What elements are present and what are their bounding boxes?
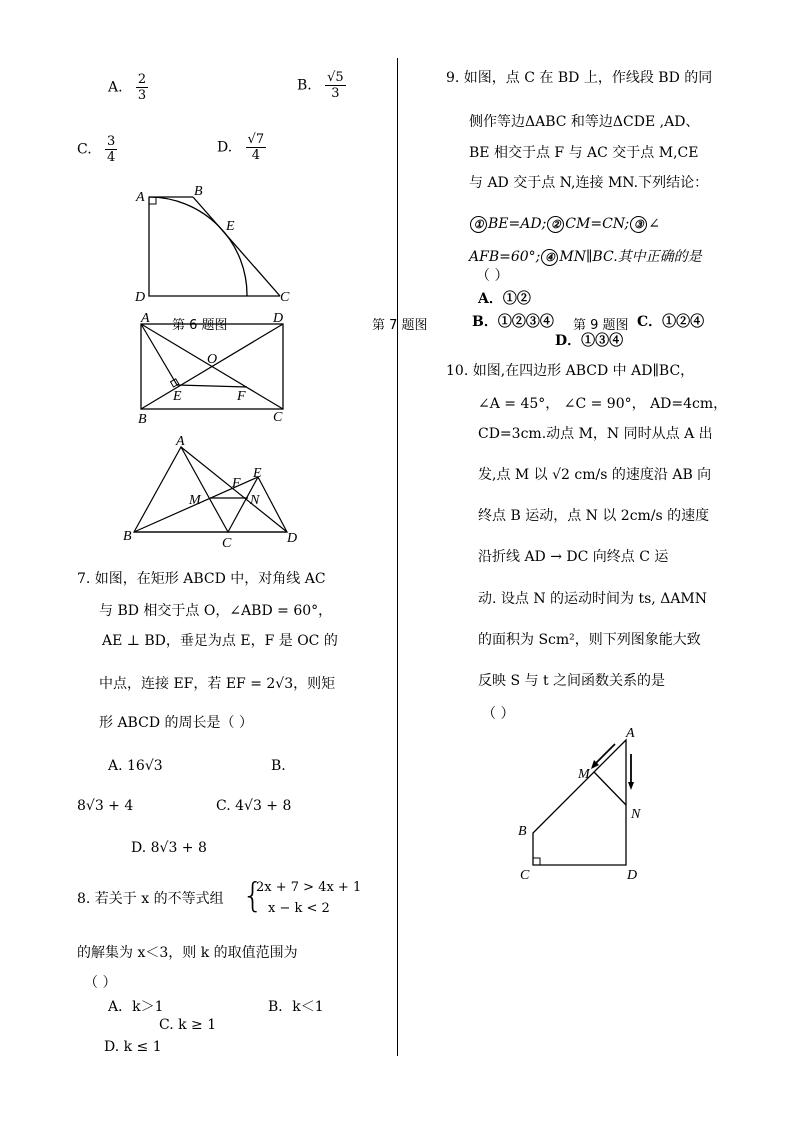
conclusion-4: MN∥BC.其中正确的是 [559,249,702,265]
q10-line7: 动. 设点 N 的运动时间为 ts, ΔAMN [478,591,708,607]
denominator: 3 [331,86,340,101]
q9-option-a: A．①② [478,291,531,307]
q9-option-b: B．①②③④ [472,314,554,330]
left-brace: { [242,876,264,916]
fraction [105,134,117,165]
label-n: N [631,807,641,822]
option-label: B. [297,77,312,94]
q9-line2: 侧作等边ΔABC 和等边ΔCDE ,AD、 [469,114,700,130]
q10-line3: CD=3cm.动点 M，N 同时从点 A 出 [478,426,713,442]
q10-paren: （ ） [482,706,515,722]
label-e: E [173,389,182,404]
conclusion-3-start: ∠ [648,216,660,232]
column-divider [397,58,398,1056]
label-c: C [273,410,283,425]
option-label: A. [108,79,123,96]
q7-line4: 中点，连接 EF，若 EF = 2√3，则矩 [99,676,336,692]
fig9-caption: 第 9 题图 [573,318,629,333]
circled-number: ③ [630,216,647,233]
label-o: O [207,352,218,367]
q10-line9: 反映 S 与 t 之间函数关系的是 [478,673,666,689]
q9-conclusions-line2 [469,246,702,266]
q10-line2: ∠A = 45°， ∠C = 90°， AD=4cm， [478,396,728,412]
figure-10 [510,722,660,887]
label-c: C [280,290,290,305]
label-a: A [141,311,150,326]
quadrilateral-abcd [533,740,626,865]
label-a: A [176,434,185,449]
q6-option-c [77,134,117,165]
option-label: C. [77,141,92,158]
numerator: 3 [107,134,116,149]
fraction [136,72,148,103]
numerator: 2 [137,72,147,87]
q6-option-b [297,70,346,101]
circled-number: ① [470,216,487,233]
label-d: D [627,868,638,883]
label-e: E [226,219,235,234]
option-label: D. [217,139,233,156]
label-c: C [520,868,530,883]
label-b: B [138,412,147,426]
q9-conclusions-line [469,216,660,233]
segment-mn [594,772,626,805]
q9-line1: 9. 如图，点 C 在 BD 上，作线段 BD 的同 [446,70,713,86]
q6-option-a [108,72,148,103]
q10-line4: 发,点 M 以 √2 cm/s 的速度沿 AB 向 [478,467,712,483]
q9-line3: BE 相交于点 F 与 AC 交于点 M,CE [469,145,699,161]
label-m: M [578,767,590,782]
q8-paren: （ ） [84,975,117,991]
q9-option-c: C．①②④ [637,314,705,330]
label-n: N [250,493,260,508]
numerator: √5 [327,70,344,85]
label-d: D [135,290,146,305]
conclusion-2: CM=CN; [565,216,630,232]
q9-line4: 与 AD 交于点 N,连接 MN.下列结论： [469,175,709,191]
denominator: 3 [137,88,147,103]
q10-line1: 10. 如图,在四边形 ABCD 中 AD∥BC， [446,363,695,379]
label-b: B [518,824,527,839]
arrowhead [628,782,634,790]
figure-7 [133,308,293,426]
segment-ae [141,324,177,385]
label-f: F [237,389,246,404]
label-f: F [232,476,241,491]
q7-line2: 与 BD 相交于点 O，∠ABD = 60°， [99,603,333,619]
q9-option-d: D．①③④ [555,333,624,349]
q10-line6: 沿折线 AD → DC 向终点 C 运 [478,549,669,565]
q10-line5: 终点 B 运动，点 N 以 2cm/s 的速度 [478,508,710,524]
q7-option-a: A. 16√3 [108,758,163,774]
label-b: B [123,529,132,544]
q8-inequality-1: 2x + 7 > 4x + 1 [256,880,362,895]
right-angle-mark [533,858,540,865]
q7-option-b-value: 8√3 + 4 [77,798,134,814]
q8-option-c: C. k ≥ 1 [159,1017,217,1033]
fig6-arc [149,197,247,296]
segment-ef [177,385,247,387]
circled-number: ④ [541,249,558,266]
q9-paren: （ ） [476,268,509,284]
label-a: A [626,726,635,741]
q8-option-d: D. k ≤ 1 [104,1039,162,1055]
q7-option-d: D. 8√3 + 8 [131,840,207,856]
label-d: D [287,531,298,546]
q7-line1: 7. 如图，在矩形 ABCD 中，对角线 AC [77,571,326,587]
q6-option-d [217,132,266,163]
label-d: D [273,311,284,326]
label-c: C [222,536,232,551]
fraction [325,70,346,101]
q7-line5: 形 ABCD 的周长是（ ） [99,715,253,731]
fig6-square-sides [149,197,280,296]
equilateral-abc [134,447,228,532]
q8-prefix: 8. 若关于 x 的不等式组 [77,891,224,907]
fraction [246,132,267,163]
q8-option-a: A．k＞1 [108,999,164,1015]
fig6-tangent-bc [193,197,280,296]
fig7-caption: 第 7 题图 [372,318,428,333]
q7-option-b: B. [271,758,286,774]
conclusion-3-end: AFB=60°; [469,249,541,265]
label-a: A [136,190,145,205]
conclusion-1: BE=AD; [488,216,547,232]
q8-line2: 的解集为 x＜3，则 k 的取值范围为 [77,945,298,961]
fig6-caption: 第 6 题图 [172,318,228,333]
right-angle-mark [149,197,156,204]
q8-option-b: B．k＜1 [268,999,324,1015]
denominator: 4 [107,150,116,165]
q8-inequality-2: x − k < 2 [268,901,330,916]
circled-number: ② [547,216,564,233]
q7-line3: AE ⊥ BD，垂足为点 E，F 是 OC 的 [102,633,338,649]
label-b: B [194,184,203,199]
q7-option-c: C. 4√3 + 8 [216,798,292,814]
denominator: 4 [251,148,260,163]
figure-9 [120,430,305,552]
figure-6 [130,180,300,305]
q10-line8: 的面积为 Scm²，则下列图象能大致 [478,632,701,648]
label-e: E [253,466,262,481]
numerator: √7 [247,132,265,147]
label-m: M [189,493,201,508]
